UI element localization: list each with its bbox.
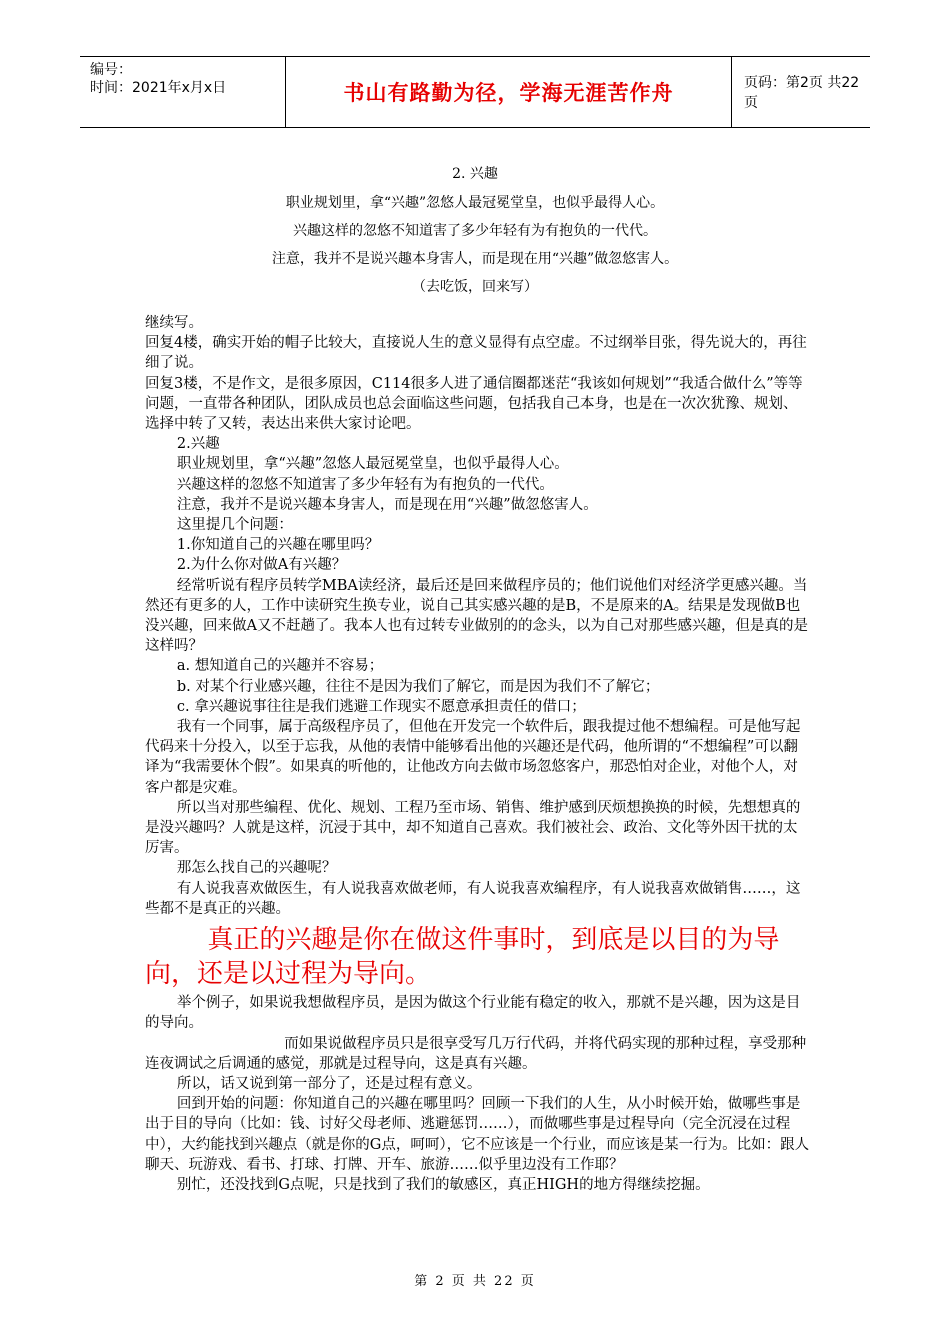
- article-body: [145, 313, 810, 1195]
- paragraph: 回复4楼，确实开始的帽子比较大，直接说人生的意义显得有点空虚。不过纲举目张，得先说大的，再往细了说。: [145, 335, 807, 372]
- paragraph: 这里提几个问题：: [176, 517, 293, 534]
- centered-line-1: 职业规划里，拿“兴趣”忽悠人最冠冕堂皇，也似乎最得人心。: [285, 195, 665, 211]
- paragraph: 继续写。: [145, 315, 203, 331]
- centered-line-2: 兴趣这样的忽悠不知道害了多少年轻有为有抱负的一代代。: [293, 223, 657, 239]
- header-page-info: 页码：第2页 共22页: [744, 75, 860, 111]
- paragraph: 兴趣这样的忽悠不知道害了多少年轻有为有抱负的一代代。: [176, 476, 554, 493]
- document-time: 时间：2021年x月x日: [90, 80, 227, 96]
- centered-line-4: （去吃饭，回来写）: [412, 279, 538, 295]
- list-item: b. 对某个行业感兴趣，往往不是因为我们了解它，而是因为我们不了解它；: [176, 678, 660, 695]
- paragraph: 注意，我并不是说兴趣本身害人，而是现在用“兴趣”做忽悠害人。: [176, 496, 598, 513]
- paragraph: 经常听说有程序员转学MBA读经济，最后还是回来做程序员的；他们说他们对经济学更感兴趣。当然还有更多的人，工作中读研究生换专业，说自己其实感兴趣的是B，不是原来的A。结果是发现做B也没兴趣，回来做A又不赶趟了。我本人也有过转专业做别的的念头，以为自己对那些感兴趣，但是真的是这样吗？: [145, 577, 808, 655]
- paragraph: 举个例子，如果说我想做程序员，是因为做这个行业能有稳定的收入，那就不是兴趣，因为这是目的导向。: [145, 995, 801, 1032]
- paragraph: 那怎么找自己的兴趣呢？: [176, 860, 337, 877]
- list-item: 2.为什么你对做A有兴趣？: [176, 557, 347, 574]
- section-title: 2. 兴趣: [452, 166, 498, 182]
- paragraph: 回到开始的问题：你知道自己的兴趣在哪里吗？回顾一下我们的人生，从小时候开始，做哪些事是出于目的导向（比如：钱、讨好父母老师、逃避惩罚……），而做哪些事是过程导向（完全沉浸在过程中），大约能找到兴趣点（就是你的G点，呵呵），它不应该是一个行业，而应该是某一行为。比如：跟人聊天、玩游戏、看书、打球、打牌、开车、旅游……似乎里边没有工作耶？: [145, 1096, 810, 1173]
- paragraph: 回复3楼，不是作文，是很多原因，C114很多人进了通信圈都迷茫“我该如何规划”“我适合做什么”等等问题，一直带各种团队，团队成员也总会面临这些问题，包括我自己本身，也是在一次次犹豫、规划、选择中转了又转，表达出来供大家讨论吧。: [145, 375, 803, 433]
- page-header: [80, 56, 870, 128]
- header-meta: [80, 57, 285, 127]
- subheading: 2.兴趣: [176, 436, 220, 453]
- paragraph: 别忙，还没找到G点呢，只是找到了我们的敏感区，真正HIGH的地方得继续挖掘。: [176, 1176, 710, 1193]
- paragraph: 职业规划里，拿“兴趣”忽悠人最冠冕堂皇，也似乎最得人心。: [176, 456, 569, 473]
- document-number: 编号：: [90, 62, 132, 78]
- highlighted-statement: 真正的兴趣是你在做这件事时，到底是以目的为导向，还是以过程为导向。: [145, 925, 780, 990]
- list-item: 1.你知道自己的兴趣在哪里吗？: [176, 537, 380, 554]
- paragraph: 而如果说做程序员只是很享受写几万行代码，并将代码实现的那种过程，享受那种连夜调试之后调通的感觉，那就是过程导向，这是真有兴趣。: [145, 1035, 807, 1072]
- paragraph: 所以，话又说到第一部分了，还是过程有意义。: [176, 1075, 482, 1092]
- centered-line-3: 注意，我并不是说兴趣本身害人，而是现在用“兴趣”做忽悠害人。: [271, 251, 679, 267]
- header-motto: 书山有路勤为径，学海无涯苦作舟: [285, 57, 732, 127]
- paragraph: 所以当对那些编程、优化、规划、工程乃至市场、销售、维护感到厌烦想换换的时候，先想想真的是没兴趣吗？人就是这样，沉浸于其中，却不知道自己喜欢。我们被社会、政治、文化等外因干扰的太厉害。: [145, 799, 801, 857]
- list-item: c. 拿兴趣说事往往是我们逃避工作现实不愿意承担责任的借口；: [176, 698, 586, 715]
- page-footer: 第 2 页 共 22 页: [414, 1274, 536, 1289]
- list-item: a. 想知道自己的兴趣并不容易；: [176, 658, 384, 675]
- paragraph: 我有一个同事，属于高级程序员了，但他在开发完一个软件后，跟我提过他不想编程。可是他写起代码来十分投入，以至于忘我，从他的表情中能够看出他的兴趣还是代码，他所谓的“不想编程”可以翻译为“我需要休个假”。如果真的听他的，让他改方向去做市场忽悠客户，那恐怕对企业，对他个人，对客户都是灾难。: [145, 719, 801, 796]
- paragraph: 有人说我喜欢做医生，有人说我喜欢做老师，有人说我喜欢编程序，有人说我喜欢做销售……，这些都不是真正的兴趣。: [145, 880, 801, 917]
